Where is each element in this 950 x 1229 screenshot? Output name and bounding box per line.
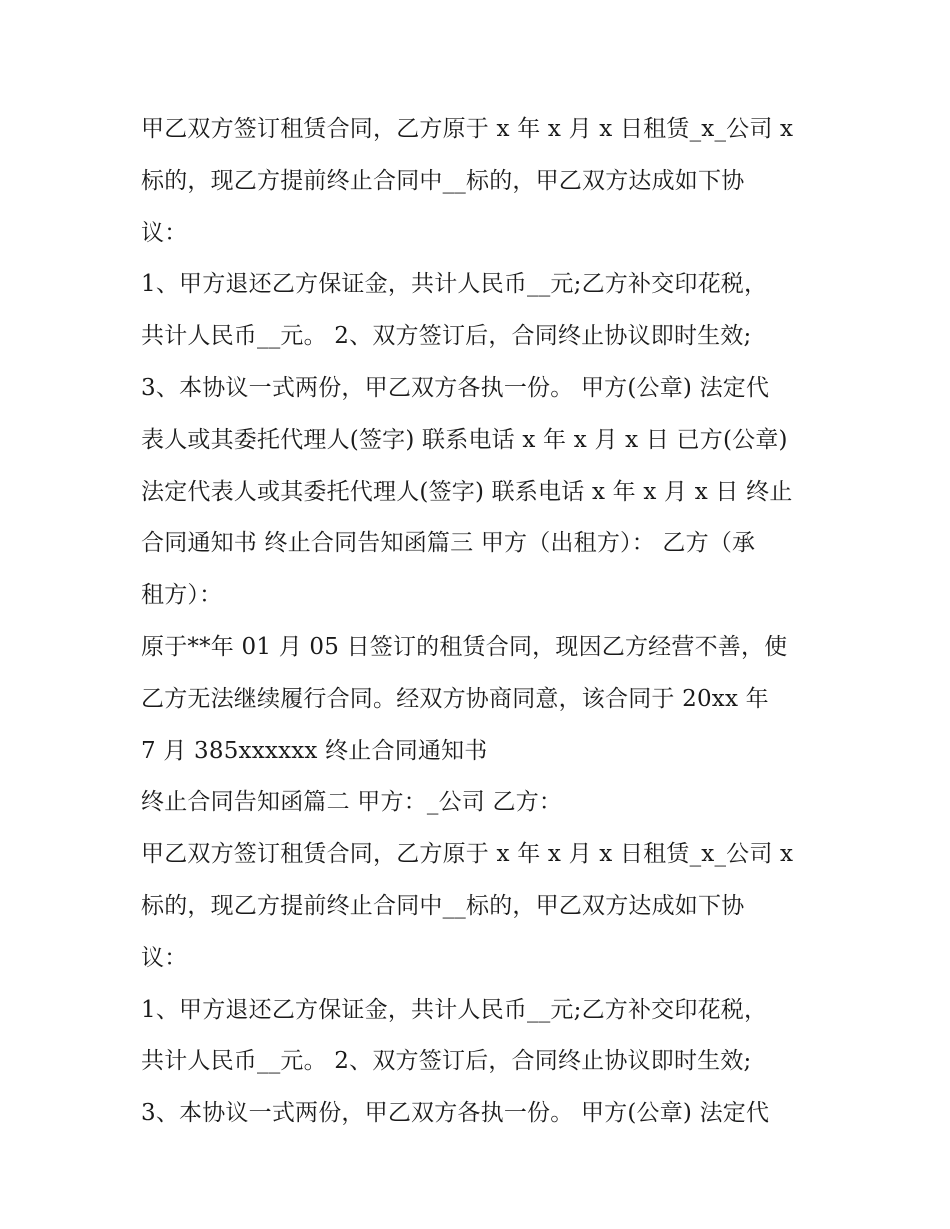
text-line: 甲乙双方签订租赁合同，乙方原于 x 年 x 月 x 日租赁_x_公司 x [141,841,794,868]
text-line: 标的，现乙方提前终止合同中__标的，甲乙双方达成如下协 [141,167,745,194]
text-line: 共计人民币__元。 2、双方签订后，合同终止协议即时生效; [141,323,752,350]
text-line: 1、甲方退还乙方保证金，共计人民币__元;乙方补交印花税， [141,271,768,298]
text-line: 议： [141,944,188,971]
text-line: 议： [141,219,188,246]
text-line: 乙方无法继续履行合同。经双方协商同意，该合同于 20xx 年 [141,685,769,712]
text-line: 表人或其委托代理人(签字) 联系电话 x 年 x 月 x 日 已方(公章) [141,426,788,453]
text-line: 甲乙双方签订租赁合同，乙方原于 x 年 x 月 x 日租赁_x_公司 x [141,116,794,142]
text-line: 合同通知书 终止合同告知函篇三 甲方（出租方）： 乙方（承 [141,530,756,557]
text-line: 租方）： [141,582,223,609]
text-line: 3、本协议一式两份，甲乙双方各执一份。 甲方(公章) 法定代 [141,1100,770,1127]
text-line: 3、本协议一式两份，甲乙双方各执一份。 甲方(公章) 法定代 [141,374,770,401]
text-line: 7 月 385xxxxxx 终止合同通知书 [141,737,488,764]
text-line: 终止合同告知函篇二 甲方：_公司 乙方： [141,789,563,816]
document-body [141,104,821,1140]
text-line: 法定代表人或其委托代理人(签字) 联系电话 x 年 x 月 x 日 终止 [141,478,793,505]
text-line: 共计人民币__元。 2、双方签订后，合同终止协议即时生效; [141,1048,752,1075]
text-line: 原于**年 01 月 05 日签订的租赁合同，现因乙方经营不善，使 [141,633,788,660]
text-line: 1、甲方退还乙方保证金，共计人民币__元;乙方补交印花税， [141,996,768,1023]
text-line: 标的，现乙方提前终止合同中__标的，甲乙双方达成如下协 [141,892,745,919]
